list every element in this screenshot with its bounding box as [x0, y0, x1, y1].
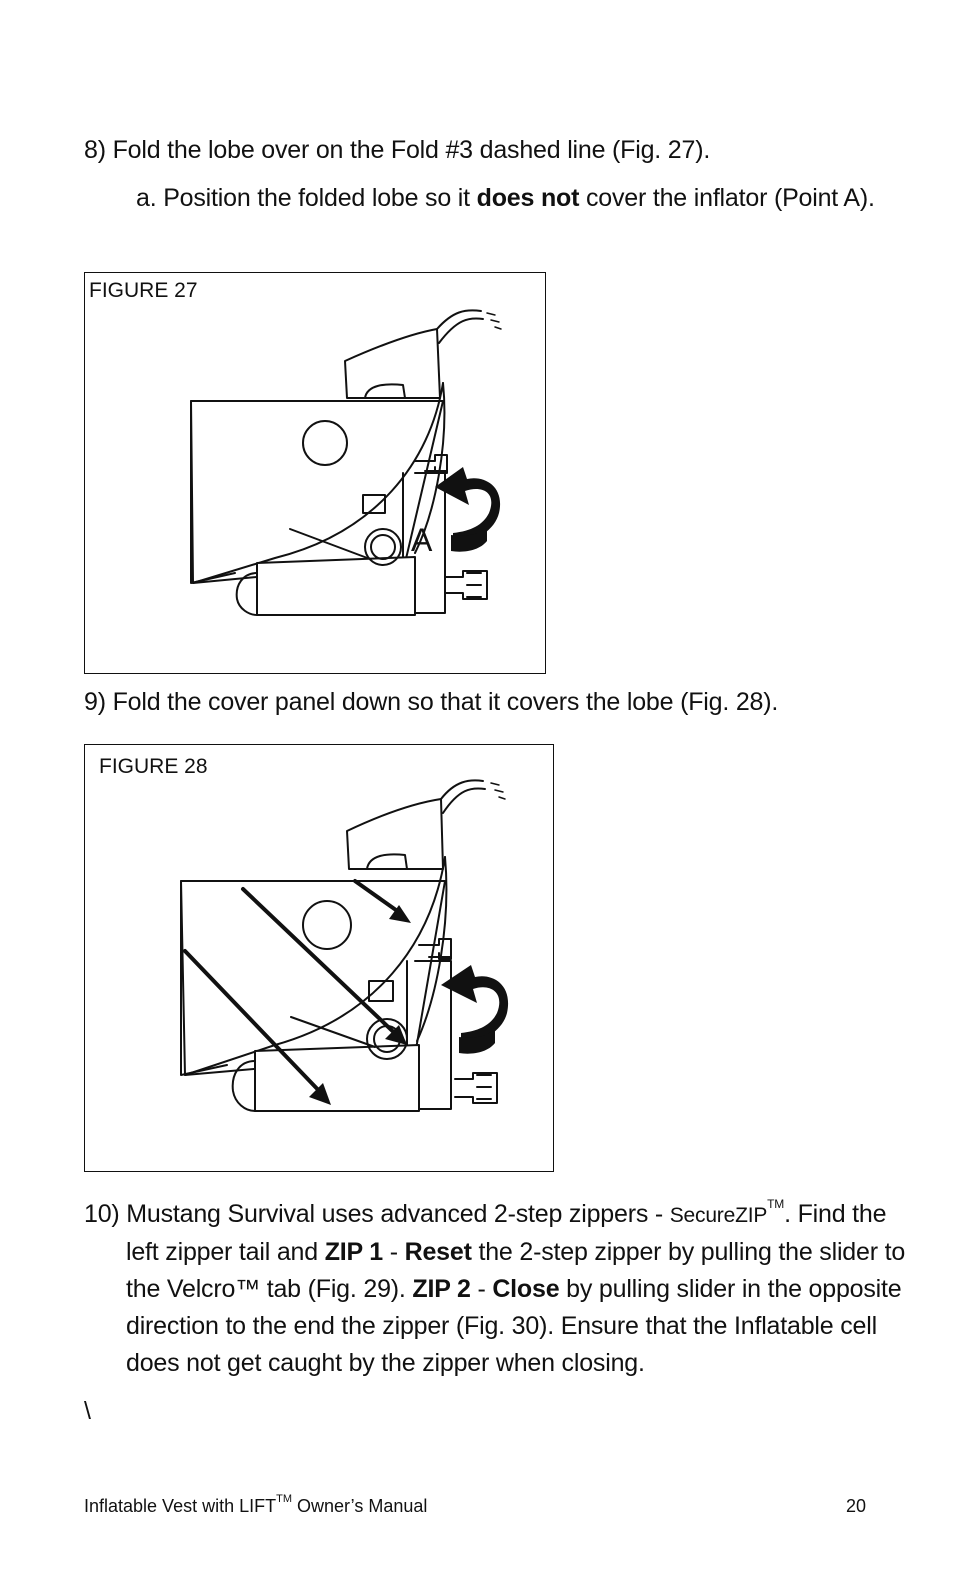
stray-character: \ — [84, 1397, 91, 1425]
step-9-text: 9) Fold the cover panel down so that it covers the lobe (Fig. 28). — [84, 688, 779, 716]
step-8a-instruction — [126, 180, 886, 217]
figure-28-label: FIGURE 28 — [99, 755, 208, 778]
close-label: Close — [492, 1275, 560, 1303]
step-8-text: 8) Fold the lobe over on the Fold #3 dashed line (Fig. 27). — [84, 136, 711, 164]
step-10-instruction — [84, 1196, 916, 1382]
step-10-dash2: - — [470, 1275, 493, 1303]
step-8a-pre: a. Position the folded lobe so it — [136, 184, 477, 212]
step-9-instruction — [84, 684, 904, 721]
step-10-part4: by pulling slider in the opposite direction to the end the zipper (Fig. 30). Ensure that the Inflatable cell does not get caught by the zipper when closing. — [126, 1275, 902, 1377]
figure-28-illustration — [85, 745, 553, 1171]
zip-1-label: ZIP 1 — [324, 1238, 383, 1266]
page-number: 20 — [846, 1496, 867, 1516]
reset-label: Reset — [404, 1238, 472, 1266]
zip-2-label: ZIP 2 — [412, 1275, 471, 1303]
footer-title — [84, 1494, 427, 1518]
securezip-brand: SecureZIP — [669, 1204, 768, 1227]
figure-27-illustration — [85, 273, 545, 673]
footer-trademark: TM — [276, 1493, 292, 1505]
point-a-label: A — [411, 522, 433, 558]
step-8a-post: cover the inflator (Point A). — [579, 184, 875, 212]
figure-27-label: FIGURE 27 — [89, 279, 198, 302]
footer-title-pre: Inflatable Vest with LIFT — [84, 1496, 277, 1516]
figure-27 — [84, 272, 546, 674]
securezip-trademark: TM — [767, 1197, 785, 1211]
step-10-dash1: - — [383, 1238, 405, 1266]
footer-title-post: Owner’s Manual — [291, 1496, 428, 1516]
step-10-part3: the 2-step zipper by pulling the slider to the Velcro™ tab (Fig. 29). — [126, 1238, 906, 1303]
figure-28 — [84, 744, 554, 1172]
step-8-instruction — [84, 132, 904, 169]
step-10-part2: . Find the left zipper tail and — [126, 1200, 887, 1266]
step-8a-emphasis: does not — [476, 184, 580, 212]
step-10-part1: 10) Mustang Survival uses advanced 2-step zippers - — [84, 1200, 670, 1228]
